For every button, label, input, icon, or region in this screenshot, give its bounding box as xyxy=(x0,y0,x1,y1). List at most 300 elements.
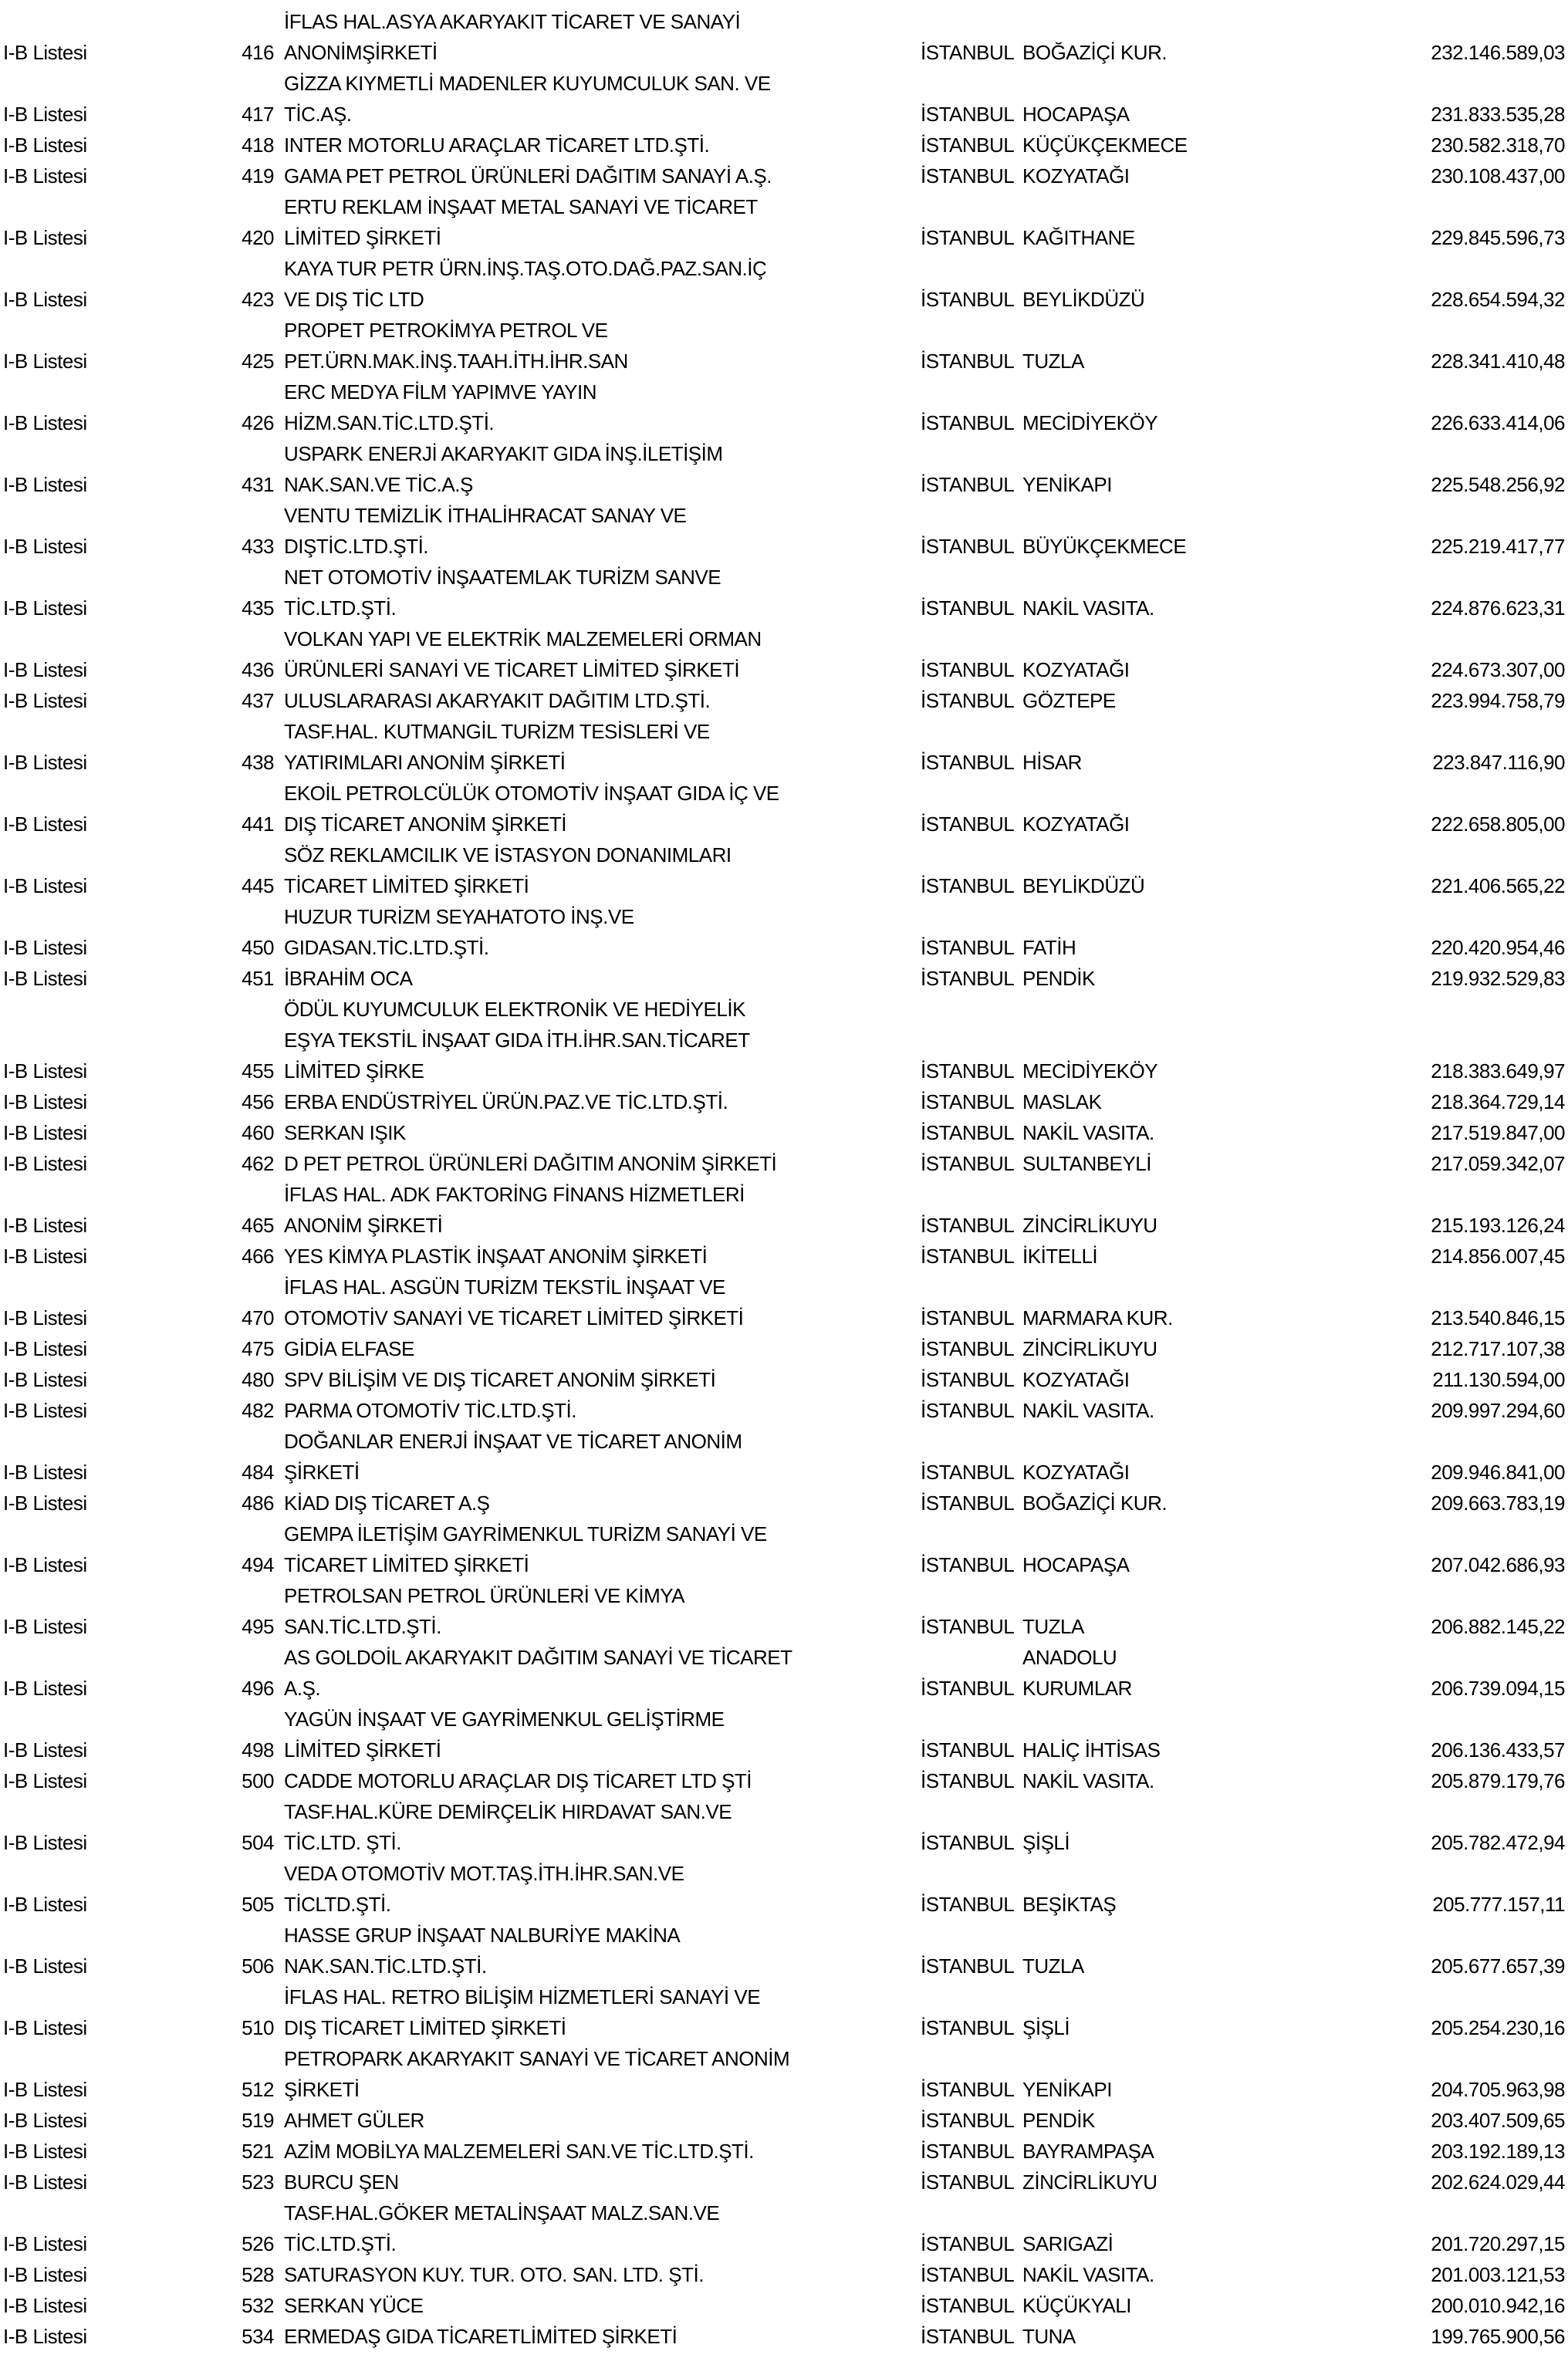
debt-amount: 214.856.007,45 xyxy=(1431,1245,1565,1268)
list-type-label: I-B Listesi xyxy=(3,1769,87,1792)
tax-office xyxy=(1022,1704,1300,1735)
tax-office xyxy=(1022,994,1300,1025)
list-type-label: I-B Listesi xyxy=(3,350,87,373)
list-row xyxy=(0,1704,1568,1735)
city: İSTANBUL xyxy=(921,133,1015,157)
debt-amount xyxy=(1303,1796,1565,1827)
city: İSTANBUL xyxy=(921,1214,1015,1237)
tax-office: BEYLİKDÜZÜ xyxy=(1022,288,1145,311)
city: İSTANBUL xyxy=(921,2325,1015,2348)
tax-office: TUZLA xyxy=(1022,1954,1084,1978)
tax-office xyxy=(1022,1858,1300,1889)
tax-office: TUNA xyxy=(1022,2325,1076,2348)
list-type-label xyxy=(3,2198,173,2228)
tax-office: KOZYATAĞI xyxy=(1022,164,1130,187)
debt-amount xyxy=(1303,1025,1565,1056)
list-type-label: I-B Listesi xyxy=(3,751,87,774)
company-name: SAN.TİC.LTD.ŞTİ. xyxy=(284,1615,441,1638)
city xyxy=(921,1642,1021,1673)
list-type-label xyxy=(3,1025,173,1056)
list-row xyxy=(0,562,1568,593)
tax-office: KOZYATAĞI xyxy=(1022,1368,1130,1391)
city xyxy=(921,1796,1021,1827)
list-row xyxy=(0,1796,1568,1827)
city xyxy=(921,438,1021,469)
debt-amount: 206.136.433,57 xyxy=(1431,1738,1565,1762)
list-row xyxy=(0,99,1568,130)
city: İSTANBUL xyxy=(921,164,1015,187)
list-type-label: I-B Listesi xyxy=(3,2016,87,2039)
list-row xyxy=(0,1611,1568,1642)
tax-office: GÖZTEPE xyxy=(1022,689,1116,712)
list-type-label xyxy=(3,2043,173,2074)
company-name: GİZZA KIYMETLİ MADENLER KUYUMCULUK SAN. VE xyxy=(284,72,771,95)
list-row xyxy=(0,1642,1568,1673)
row-number xyxy=(174,315,274,346)
company-name: AS GOLDOİL AKARYAKIT DAĞITIM SANAYİ VE TİCARET xyxy=(284,1646,792,1669)
city: İSTANBUL xyxy=(921,1893,1015,1916)
list-row xyxy=(0,932,1568,963)
company-name: EŞYA TEKSTİL İNŞAAT GIDA İTH.İHR.SAN.TİCARET xyxy=(284,1029,750,1052)
tax-office: HALİÇ İHTİSAS xyxy=(1022,1738,1161,1762)
list-row xyxy=(0,2198,1568,2228)
list-type-label: I-B Listesi xyxy=(3,2078,87,2101)
list-row xyxy=(0,346,1568,377)
debt-amount xyxy=(1303,2043,1565,2074)
tax-office: ŞİŞLİ xyxy=(1022,1831,1070,1854)
debt-amount: 218.383.649,97 xyxy=(1431,1059,1565,1083)
company-name: ANONİMŞİRKETİ xyxy=(284,41,438,64)
list-type-label xyxy=(3,994,173,1025)
tax-office xyxy=(1022,1796,1300,1827)
tax-office: MARMARA KUR. xyxy=(1022,1306,1173,1329)
debt-amount: 212.717.107,38 xyxy=(1431,1337,1565,1360)
list-row xyxy=(0,1951,1568,1981)
list-row xyxy=(0,839,1568,870)
debt-amount: 205.782.472,94 xyxy=(1431,1831,1565,1854)
city: İSTANBUL xyxy=(921,658,1015,681)
company-name: AZİM MOBİLYA MALZEMELERİ SAN.VE TİC.LTD.ŞTİ. xyxy=(284,2140,754,2163)
company-name: PARMA OTOMOTİV TİC.LTD.ŞTİ. xyxy=(284,1399,576,1422)
list-type-label: I-B Listesi xyxy=(3,2109,87,2132)
company-name: HASSE GRUP İNŞAAT NALBURİYE MAKİNA xyxy=(284,1924,681,1947)
list-type-label xyxy=(3,253,173,284)
row-number: 475 xyxy=(242,1337,274,1360)
debt-amount: 205.879.179,76 xyxy=(1431,1769,1565,1792)
row-number: 526 xyxy=(242,2232,274,2255)
row-number: 456 xyxy=(242,1090,274,1113)
debt-amount xyxy=(1303,1272,1565,1302)
company-name: ULUSLARARASI AKARYAKIT DAĞITIM LTD.ŞTİ. xyxy=(284,689,711,712)
company-name: TİCLTD.ŞTİ. xyxy=(284,1893,391,1916)
company-name: TİCARET LİMİTED ŞİRKETİ xyxy=(284,874,529,897)
list-type-label: I-B Listesi xyxy=(3,1461,87,1484)
debt-amount: 209.946.841,00 xyxy=(1431,1461,1565,1484)
row-number: 417 xyxy=(242,103,274,126)
list-row xyxy=(0,2290,1568,2321)
list-row xyxy=(0,654,1568,685)
debt-amount: 217.519.847,00 xyxy=(1431,1121,1565,1144)
company-name: VEDA OTOMOTİV MOT.TAŞ.İTH.İHR.SAN.VE xyxy=(284,1862,684,1885)
list-type-label: I-B Listesi xyxy=(3,226,87,249)
list-row xyxy=(0,1580,1568,1611)
tax-office xyxy=(1022,438,1300,469)
row-number: 512 xyxy=(242,2078,274,2101)
list-row xyxy=(0,1148,1568,1179)
list-row xyxy=(0,6,1568,37)
list-type-label xyxy=(3,500,173,531)
city xyxy=(921,2198,1021,2228)
city xyxy=(921,1426,1021,1457)
city: İSTANBUL xyxy=(921,1954,1015,1978)
row-number: 418 xyxy=(242,133,274,157)
city xyxy=(921,6,1021,37)
debt-amount: 199.765.900,56 xyxy=(1431,2325,1565,2348)
list-row xyxy=(0,1549,1568,1580)
debt-amount xyxy=(1303,1580,1565,1611)
tax-office xyxy=(1022,901,1300,932)
debt-amount: 205.677.657,39 xyxy=(1431,1954,1565,1978)
list-row xyxy=(0,407,1568,438)
debt-amount xyxy=(1303,253,1565,284)
list-row xyxy=(0,809,1568,839)
company-name: HUZUR TURİZM SEYAHATOTO İNŞ.VE xyxy=(284,905,634,928)
debt-amount: 213.540.846,15 xyxy=(1431,1306,1565,1329)
tax-office xyxy=(1022,6,1300,37)
list-type-label: I-B Listesi xyxy=(3,1738,87,1762)
tax-office xyxy=(1022,315,1300,346)
debt-amount: 231.833.535,28 xyxy=(1431,103,1565,126)
row-number xyxy=(174,994,274,1025)
list-type-label xyxy=(3,623,173,654)
list-type-label: I-B Listesi xyxy=(3,1306,87,1329)
row-number: 465 xyxy=(242,1214,274,1237)
row-number: 482 xyxy=(242,1399,274,1422)
tax-office: SARIGAZİ xyxy=(1022,2232,1113,2255)
tax-office: ZİNCİRLİKUYU xyxy=(1022,2171,1157,2194)
list-row xyxy=(0,1056,1568,1086)
tax-office xyxy=(1022,2198,1300,2228)
tax-office: İKİTELLİ xyxy=(1022,1245,1098,1268)
city: İSTANBUL xyxy=(921,1337,1015,1360)
list-type-label: I-B Listesi xyxy=(3,535,87,558)
list-type-label: I-B Listesi xyxy=(3,2232,87,2255)
city xyxy=(921,778,1021,809)
debt-amount: 201.720.297,15 xyxy=(1431,2232,1565,2255)
city: İSTANBUL xyxy=(921,2294,1015,2317)
company-name: INTER MOTORLU ARAÇLAR TİCARET LTD.ŞTİ. xyxy=(284,133,710,157)
city: İSTANBUL xyxy=(921,1491,1015,1515)
tax-office: BOĞAZİÇİ KUR. xyxy=(1022,1491,1168,1515)
city xyxy=(921,1704,1021,1735)
list-row xyxy=(0,1302,1568,1333)
row-number xyxy=(174,6,274,37)
debt-amount xyxy=(1303,2198,1565,2228)
list-row xyxy=(0,2167,1568,2198)
debt-amount: 201.003.121,53 xyxy=(1431,2263,1565,2286)
row-number xyxy=(174,1179,274,1210)
list-row xyxy=(0,1395,1568,1426)
list-row xyxy=(0,2228,1568,2259)
list-row xyxy=(0,1179,1568,1210)
list-row xyxy=(0,469,1568,500)
debt-amount xyxy=(1303,377,1565,407)
city: İSTANBUL xyxy=(921,2109,1015,2132)
debt-amount: 207.042.686,93 xyxy=(1431,1553,1565,1576)
tax-office xyxy=(1022,1580,1300,1611)
debt-amount: 211.130.594,00 xyxy=(1432,1368,1565,1391)
list-type-label: I-B Listesi xyxy=(3,2325,87,2348)
row-number: 426 xyxy=(242,411,274,434)
list-type-label: I-B Listesi xyxy=(3,2294,87,2317)
row-number xyxy=(174,716,274,747)
list-row xyxy=(0,1889,1568,1920)
city: İSTANBUL xyxy=(921,812,1015,836)
company-name: VENTU TEMİZLİK İTHALİHRACAT SANAY VE xyxy=(284,504,687,527)
list-row xyxy=(0,68,1568,99)
list-type-label xyxy=(3,839,173,870)
debt-amount: 229.845.596,73 xyxy=(1431,226,1565,249)
company-name: YATIRIMLARI ANONİM ŞİRKETİ xyxy=(284,751,566,774)
city: İSTANBUL xyxy=(921,2140,1015,2163)
row-number: 510 xyxy=(242,2016,274,2039)
list-type-label: I-B Listesi xyxy=(3,967,87,990)
list-row xyxy=(0,37,1568,68)
list-row xyxy=(0,1210,1568,1241)
row-number xyxy=(174,1981,274,2012)
debt-amount xyxy=(1303,1920,1565,1951)
list-type-label xyxy=(3,6,173,37)
tax-office: ZİNCİRLİKUYU xyxy=(1022,1214,1157,1237)
city: İSTANBUL xyxy=(921,535,1015,558)
row-number: 460 xyxy=(242,1121,274,1144)
tax-office xyxy=(1022,1920,1300,1951)
list-type-label: I-B Listesi xyxy=(3,596,87,620)
debt-amount xyxy=(1303,994,1565,1025)
row-number: 466 xyxy=(242,1245,274,1268)
city: İSTANBUL xyxy=(921,967,1015,990)
tax-office xyxy=(1022,562,1300,593)
city: İSTANBUL xyxy=(921,1059,1015,1083)
list-row xyxy=(0,778,1568,809)
debt-amount: 215.193.126,24 xyxy=(1431,1214,1565,1237)
tax-office: BEYLİKDÜZÜ xyxy=(1022,874,1145,897)
list-row xyxy=(0,2136,1568,2167)
city: İSTANBUL xyxy=(921,1368,1015,1391)
tax-office: YENİKAPI xyxy=(1022,473,1112,496)
tax-office: MECİDİYEKÖY xyxy=(1022,1059,1158,1083)
tax-office: TUZLA xyxy=(1022,350,1084,373)
company-name: LİMİTED ŞİRKETİ xyxy=(284,226,441,249)
tax-office: NAKİL VASITA. xyxy=(1022,2263,1154,2286)
debt-amount: 226.633.414,06 xyxy=(1431,411,1565,434)
company-name: TİC.AŞ. xyxy=(284,103,352,126)
row-number xyxy=(174,1704,274,1735)
debt-amount: 224.876.623,31 xyxy=(1431,596,1565,620)
list-row xyxy=(0,2074,1568,2105)
row-number xyxy=(174,901,274,932)
row-number xyxy=(174,1796,274,1827)
company-name: ANONİM ŞİRKETİ xyxy=(284,1214,443,1237)
city xyxy=(921,1179,1021,1210)
company-name: USPARK ENERJİ AKARYAKIT GIDA İNŞ.İLETİŞİM xyxy=(284,442,723,465)
debt-amount: 221.406.565,22 xyxy=(1431,874,1565,897)
list-row xyxy=(0,1426,1568,1457)
company-name: YES KİMYA PLASTİK İNŞAAT ANONİM ŞİRKETİ xyxy=(284,1245,708,1268)
list-row xyxy=(0,1025,1568,1056)
list-type-label: I-B Listesi xyxy=(3,1152,87,1175)
debt-amount: 200.010.942,16 xyxy=(1431,2294,1565,2317)
company-name: DIŞ TİCARET LİMİTED ŞİRKETİ xyxy=(284,2016,566,2039)
company-name: CADDE MOTORLU ARAÇLAR DIŞ TİCARET LTD ŞTİ xyxy=(284,1769,752,1792)
list-type-label: I-B Listesi xyxy=(3,874,87,897)
company-name: NAK.SAN.VE TİC.A.Ş xyxy=(284,473,473,496)
row-number xyxy=(174,839,274,870)
city xyxy=(921,623,1021,654)
city: İSTANBUL xyxy=(921,689,1015,712)
city: İSTANBUL xyxy=(921,2263,1015,2286)
company-name: GİDİA ELFASE xyxy=(284,1337,414,1360)
debt-amount xyxy=(1303,839,1565,870)
row-number: 523 xyxy=(242,2171,274,2194)
city xyxy=(921,1272,1021,1302)
debt-amount: 218.364.729,14 xyxy=(1431,1090,1565,1113)
list-type-label xyxy=(3,1179,173,1210)
debt-amount xyxy=(1303,623,1565,654)
list-row xyxy=(0,1272,1568,1302)
list-row xyxy=(0,1488,1568,1519)
list-type-label: I-B Listesi xyxy=(3,936,87,959)
tax-office xyxy=(1022,253,1300,284)
row-number: 484 xyxy=(242,1461,274,1484)
list-type-label xyxy=(3,1642,173,1673)
debt-amount: 205.254.230,16 xyxy=(1431,2016,1565,2039)
debt-amount: 220.420.954,46 xyxy=(1431,936,1565,959)
row-number: 532 xyxy=(242,2294,274,2317)
list-row xyxy=(0,1241,1568,1272)
city: İSTANBUL xyxy=(921,288,1015,311)
row-number xyxy=(174,191,274,222)
tax-office: BEŞİKTAŞ xyxy=(1022,1893,1117,1916)
row-number xyxy=(174,1858,274,1889)
list-type-label: I-B Listesi xyxy=(3,1491,87,1515)
debt-amount: 217.059.342,07 xyxy=(1431,1152,1565,1175)
company-name: TASF.HAL. KUTMANGİL TURİZM TESİSLERİ VE xyxy=(284,720,710,743)
list-type-label xyxy=(3,1272,173,1302)
list-row xyxy=(0,531,1568,562)
list-row xyxy=(0,747,1568,778)
tax-office: NAKİL VASITA. xyxy=(1022,1769,1154,1792)
tax-office: YENİKAPI xyxy=(1022,2078,1112,2101)
tax-office: KÜÇÜKYALI xyxy=(1022,2294,1131,2317)
list-row xyxy=(0,1920,1568,1951)
city: İSTANBUL xyxy=(921,1677,1015,1700)
city: İSTANBUL xyxy=(921,1461,1015,1484)
row-number: 486 xyxy=(242,1491,274,1515)
tax-office xyxy=(1022,778,1300,809)
list-type-label xyxy=(3,778,173,809)
debt-amount: 230.108.437,00 xyxy=(1431,164,1565,187)
company-name: ERTU REKLAM İNŞAAT METAL SANAYİ VE TİCARET xyxy=(284,195,758,218)
row-number: 445 xyxy=(242,874,274,897)
row-number: 506 xyxy=(242,1954,274,1978)
row-number xyxy=(174,562,274,593)
debt-amount xyxy=(1303,1704,1565,1735)
city: İSTANBUL xyxy=(921,1769,1015,1792)
tax-office xyxy=(1022,623,1300,654)
list-type-label xyxy=(3,562,173,593)
debt-amount xyxy=(1303,438,1565,469)
city xyxy=(921,994,1021,1025)
tax-office: ZİNCİRLİKUYU xyxy=(1022,1337,1157,1360)
tax-office: PENDİK xyxy=(1022,967,1095,990)
city: İSTANBUL xyxy=(921,936,1015,959)
tax-office: NAKİL VASITA. xyxy=(1022,1121,1154,1144)
row-number: 441 xyxy=(242,812,274,836)
row-number: 435 xyxy=(242,596,274,620)
list-type-label: I-B Listesi xyxy=(3,1954,87,1978)
company-name: ÜRÜNLERİ SANAYİ VE TİCARET LİMİTED ŞİRKETİ xyxy=(284,658,740,681)
tax-office: SULTANBEYLİ xyxy=(1022,1152,1151,1175)
list-row xyxy=(0,1364,1568,1395)
company-name: ŞİRKETİ xyxy=(284,1461,360,1484)
row-number: 480 xyxy=(242,1368,274,1391)
row-number xyxy=(174,1920,274,1951)
tax-office: KÜÇÜKÇEKMECE xyxy=(1022,133,1188,157)
list-row xyxy=(0,1086,1568,1117)
tax-office: PENDİK xyxy=(1022,2109,1095,2132)
tax-office: MECİDİYEKÖY xyxy=(1022,411,1158,434)
list-type-label: I-B Listesi xyxy=(3,1831,87,1854)
row-number: 495 xyxy=(242,1615,274,1638)
list-row xyxy=(0,1765,1568,1796)
tax-office xyxy=(1022,716,1300,747)
debt-amount xyxy=(1303,191,1565,222)
row-number: 505 xyxy=(242,1893,274,1916)
debt-amount xyxy=(1303,1519,1565,1549)
debt-amount: 228.654.594,32 xyxy=(1431,288,1565,311)
city: İSTANBUL xyxy=(921,1152,1015,1175)
debt-amount: 206.882.145,22 xyxy=(1431,1615,1565,1638)
company-name: ÖDÜL KUYUMCULUK ELEKTRONİK VE HEDİYELİK xyxy=(284,998,745,1021)
list-row xyxy=(0,1519,1568,1549)
city: İSTANBUL xyxy=(921,103,1015,126)
row-number: 436 xyxy=(242,658,274,681)
list-row xyxy=(0,963,1568,994)
debt-amount xyxy=(1303,68,1565,99)
debt-amount: 222.658.805,00 xyxy=(1431,812,1565,836)
row-number xyxy=(174,1025,274,1056)
company-name: SPV BİLİŞİM VE DIŞ TİCARET ANONİM ŞİRKETİ xyxy=(284,1368,716,1391)
debt-amount: 203.192.189,13 xyxy=(1431,2140,1565,2163)
city: İSTANBUL xyxy=(921,2171,1015,2194)
row-number: 496 xyxy=(242,1677,274,1700)
list-type-label xyxy=(3,1920,173,1951)
list-row xyxy=(0,222,1568,253)
tax-office xyxy=(1022,500,1300,531)
debt-amount: 209.663.783,19 xyxy=(1431,1491,1565,1515)
list-row xyxy=(0,2012,1568,2043)
city: İSTANBUL xyxy=(921,41,1015,64)
company-name: LİMİTED ŞİRKETİ xyxy=(284,1738,441,1762)
list-type-label: I-B Listesi xyxy=(3,658,87,681)
debt-amount: 203.407.509,65 xyxy=(1431,2109,1565,2132)
row-number: 462 xyxy=(242,1152,274,1175)
list-row xyxy=(0,2105,1568,2136)
company-name: D PET PETROL ÜRÜNLERİ DAĞITIM ANONİM ŞİRKETİ xyxy=(284,1152,777,1175)
city: İSTANBUL xyxy=(921,1553,1015,1576)
tax-office xyxy=(1022,1272,1300,1302)
